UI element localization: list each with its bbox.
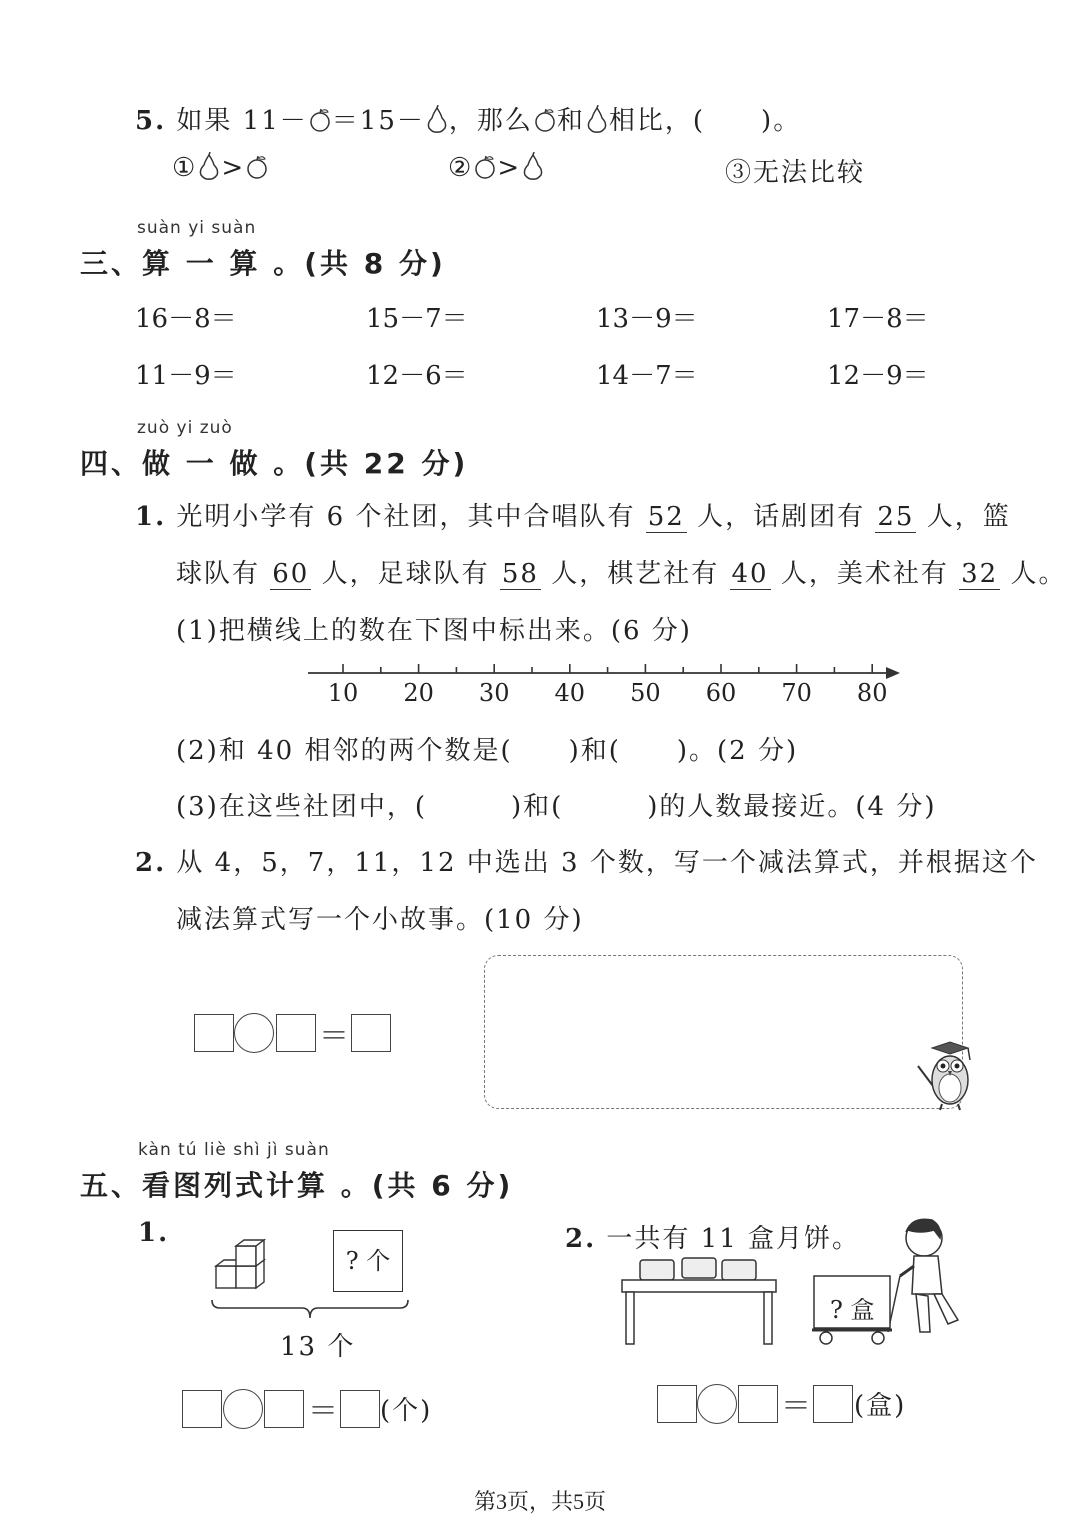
pear-icon [585,105,609,133]
owl-teacher-icon [914,1038,976,1112]
s4-q1-part2[interactable]: (2)和 40 相邻的两个数是( )和( )。(2 分) [176,736,799,766]
club-value: 40 [731,559,769,589]
equals-sign: ＝ [781,1389,811,1424]
calc-item[interactable]: 14－7＝ [596,361,698,391]
q5-option-3[interactable]: ③无法比较 [725,158,866,188]
text: 人，足球队有 [311,559,500,589]
tick-label: 20 [403,679,434,707]
answer-box[interactable] [340,1390,380,1428]
section3-title: 三、算 一 算 。(共 8 分) [80,247,446,280]
text: 球队有 [176,559,271,589]
option-number: ② [448,153,474,183]
club-value: 32 [961,559,999,589]
q5-text-1: 如果 11－ [176,106,308,136]
equals-sign: ＝ [308,1394,338,1429]
section4-title: 四、做 一 做 。(共 22 分) [80,447,469,480]
pear-icon [521,152,545,180]
club-value: 60 [272,559,310,589]
text: 人，话剧团有 [686,502,876,532]
q5-text-2: ＝15－ [331,106,425,136]
apple-icon [245,154,269,180]
calc-item[interactable]: 13－9＝ [596,304,698,334]
q2-number: 2. [135,848,167,878]
q1-number: 1. [135,502,167,532]
calc-item[interactable]: 16－8＝ [135,304,237,334]
club-value: 52 [647,502,685,532]
answer-box[interactable] [351,1014,391,1052]
club-value: 58 [501,559,539,589]
s4-q1-line1 [135,496,1011,533]
s4-q1-part3[interactable]: (3)在这些社团中，( )和( )的人数最接近。(4 分) [176,792,937,822]
pear-icon [197,152,221,180]
club-value: 25 [877,502,915,532]
total-label: 13 个 [280,1332,356,1362]
q5-option-1[interactable] [172,152,269,183]
s5-p2-number: 2. [565,1224,597,1254]
section5-pinyin: kàn tú liè shì jì suàn [138,1140,330,1160]
tick-label: 40 [554,679,586,707]
s5-p2-text: 一共有 11 盒月饼。 [606,1224,861,1254]
story-writing-area[interactable] [484,955,963,1109]
answer-box[interactable] [657,1385,697,1423]
q5-text-3: ，那么 [448,106,533,136]
tick-label: 10 [327,679,359,707]
tick-label: 80 [856,679,888,707]
table-with-mooncakes-icon [620,1252,780,1346]
text: 人，美术社有 [770,559,960,589]
unknown-count-box: ? 个 [333,1230,403,1292]
q5-text-4: 和 [556,106,585,136]
s4-q1-part1: (1)把横线上的数在下图中标出来。(6 分) [176,616,692,646]
boy-pushing-cart-icon [808,1212,968,1348]
number-line-arrow [886,667,900,679]
equals-sign: ＝ [319,1019,349,1054]
calc-item[interactable]: 15－7＝ [366,304,468,334]
page-footer: 第3页，共5页 [473,1489,606,1514]
text: 光明小学有 6 个社团，其中合唱队有 [176,502,646,532]
text: 从 4，5，7，11，12 中选出 3 个数，写一个减法算式，并根据这个 [176,848,1038,878]
text: 人，棋艺社有 [540,559,730,589]
calc-item[interactable]: 12－6＝ [366,361,468,391]
answer-box[interactable] [264,1390,304,1428]
answer-box[interactable] [182,1390,222,1428]
brace-icon [210,1298,410,1320]
s4-q1-line2 [176,553,1067,590]
cubes-icon [212,1236,272,1292]
greater-than: > [221,153,246,183]
unit-label: (个) [380,1396,433,1426]
answer-box[interactable] [194,1014,234,1052]
answer-box[interactable] [813,1385,853,1423]
tick-label: 50 [630,679,661,707]
calc-item[interactable]: 12－9＝ [827,361,929,391]
tick-label: 70 [781,679,812,707]
apple-icon [533,107,557,133]
text: 人，篮 [916,502,1011,532]
operator-circle[interactable] [697,1384,737,1424]
tick-label: 60 [705,679,737,707]
operator-circle[interactable] [234,1013,274,1053]
answer-box[interactable] [276,1014,316,1052]
q5-line [135,100,801,137]
section5-title: 五、看图列式计算 。(共 6 分) [80,1169,514,1202]
q5-number: 5. [135,106,167,136]
greater-than: > [497,153,522,183]
cart-box-label: ? 盒 [830,1296,875,1324]
apple-icon [473,154,497,180]
calc-item[interactable]: 17－8＝ [827,304,929,334]
s4-q2-line1 [135,842,1038,879]
unit-label: (盒) [854,1391,907,1421]
tick-label: 30 [478,679,510,707]
s5-p1-number: 1. [138,1218,170,1248]
section3-pinyin: suàn yi suàn [137,218,257,238]
section4-pinyin: zuò yi zuò [137,418,233,438]
option-number: ① [172,153,198,183]
operator-circle[interactable] [223,1389,263,1429]
calc-item[interactable]: 11－9＝ [135,361,237,391]
s4-q2-line2: 减法算式写一个小故事。(10 分) [176,905,584,935]
pear-icon [425,105,449,133]
answer-box[interactable] [738,1385,778,1423]
text: 人。 [1000,559,1067,589]
q5-option-2[interactable] [448,152,545,183]
apple-icon [308,107,332,133]
q5-text-5: 相比，( )。 [608,106,802,136]
number-line[interactable] [300,655,910,715]
